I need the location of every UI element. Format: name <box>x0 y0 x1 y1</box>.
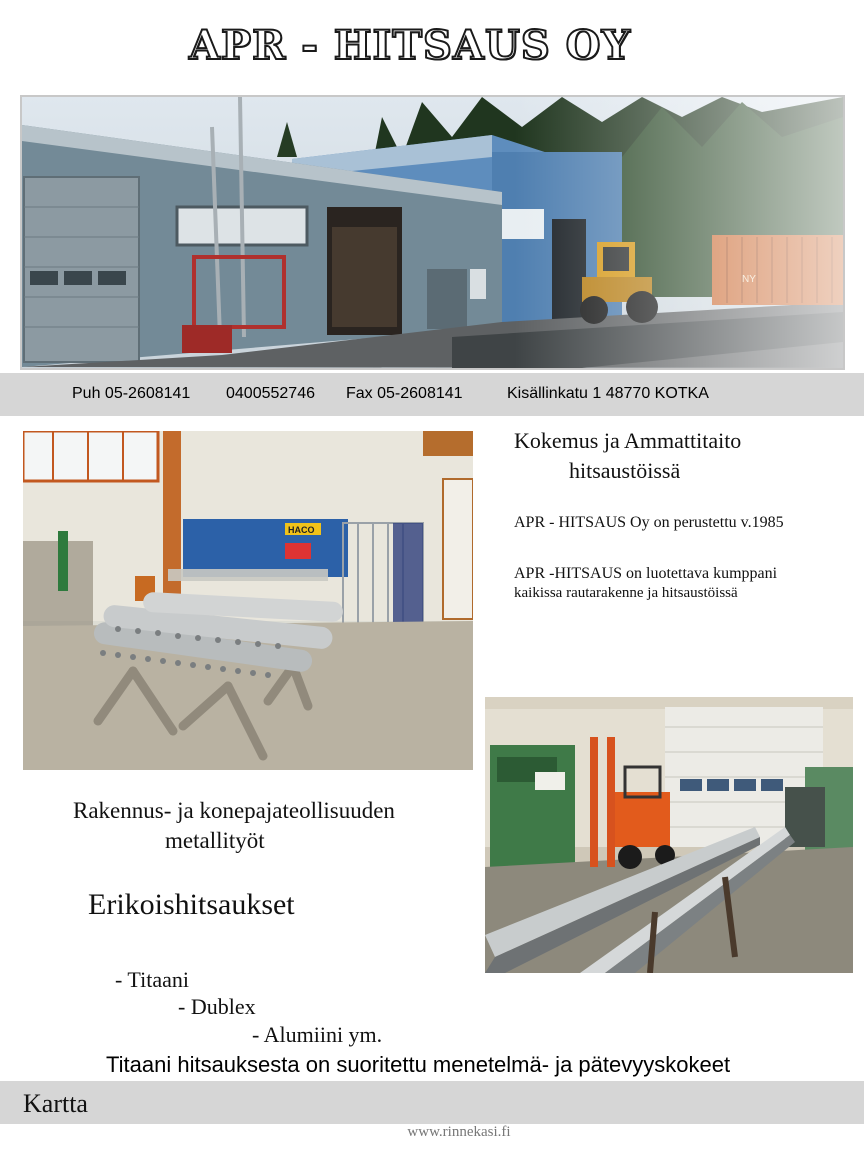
services-line1: Rakennus- ja konepajateollisuuden <box>73 798 395 823</box>
service-item-titanium: - Titaani <box>115 967 189 992</box>
special-welding-heading: Erikoishitsaukset <box>88 888 295 921</box>
map-bar[interactable] <box>0 1081 864 1124</box>
website-link[interactable]: www.rinnekasi.fi <box>407 1124 511 1140</box>
service-item-aluminium: - Alumiini ym. <box>252 1022 383 1047</box>
workshop-photo-manifolds <box>23 431 473 770</box>
machine-brand: HACO <box>288 525 315 535</box>
address: Kisällinkatu 1 48770 KOTKA <box>507 385 709 402</box>
mobile-number: 0400552746 <box>226 385 315 402</box>
page-title: APR - HITSAUS OY <box>188 22 632 69</box>
intro-heading-line2: hitsaustöissä <box>569 458 681 483</box>
certification-text: Titaani hitsauksesta on suoritettu menetelmä- ja pätevyyskokeet <box>106 1052 731 1077</box>
partner-text-line1: APR -HITSAUS on luotettava kumppani <box>514 565 778 582</box>
map-link[interactable]: Kartta <box>23 1089 88 1118</box>
phone-number: Puh 05-2608141 <box>72 385 191 402</box>
intro-heading-line1: Kokemus ja Ammattitaito <box>514 428 742 453</box>
building-photo <box>20 95 845 370</box>
founded-text: APR - HITSAUS Oy on perustettu v.1985 <box>514 514 784 531</box>
contact-bar <box>0 373 864 416</box>
service-item-duplex: - Dublex <box>178 994 256 1019</box>
partner-text-line2: kaikissa rautarakenne ja hitsaustöissä <box>514 585 738 601</box>
workshop-photo-forklift <box>485 697 853 973</box>
fax-number: Fax 05-2608141 <box>346 385 463 402</box>
services-line2: metallityöt <box>165 828 265 853</box>
